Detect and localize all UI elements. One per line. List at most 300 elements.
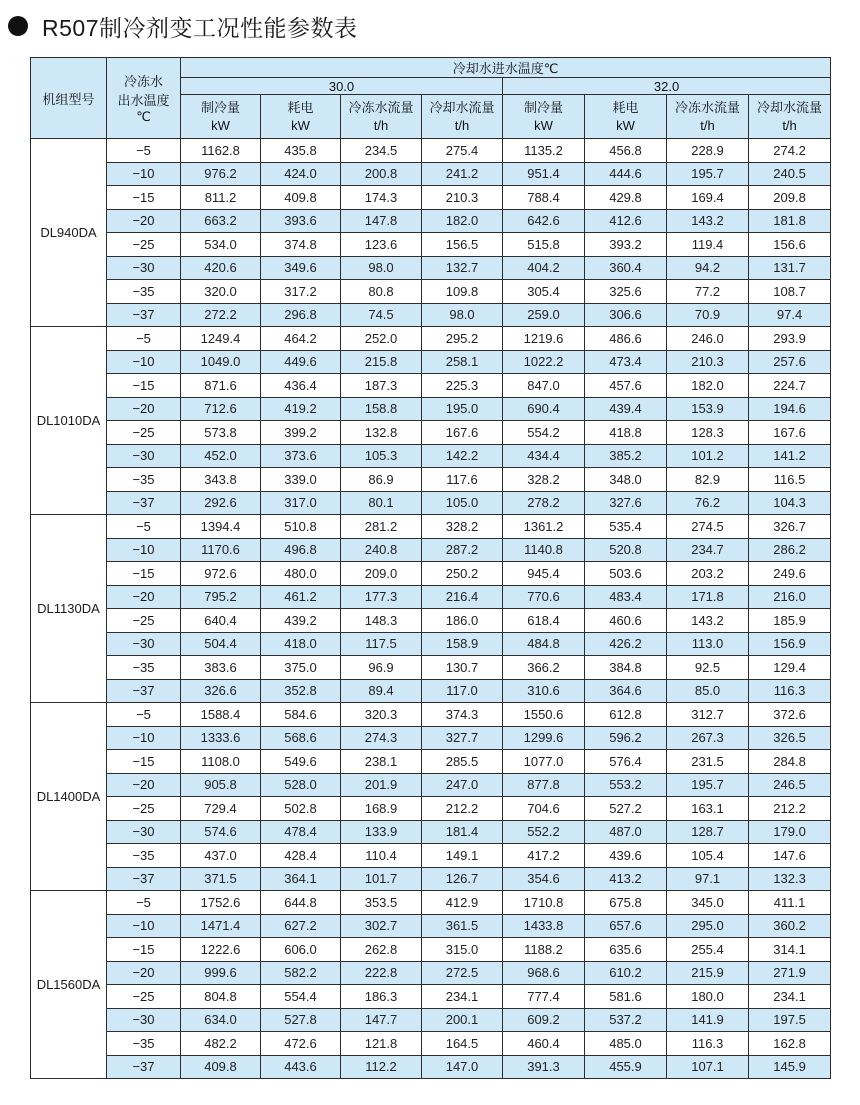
value-cell: 274.3 [341,726,422,750]
value-cell: 663.2 [181,209,261,233]
table-row [31,139,831,163]
column-header-unit: t/h [700,117,715,133]
value-cell: 503.6 [585,562,667,586]
value-cell: 581.6 [585,985,667,1009]
value-cell: 1162.8 [181,139,261,163]
value-cell: 278.2 [503,491,585,515]
value-cell: 163.1 [667,797,749,821]
value-cell: 364.1 [261,867,341,891]
value-cell: 181.8 [749,209,831,233]
value-cell: 215.9 [667,961,749,985]
value-cell: 306.6 [585,303,667,327]
column-header [749,95,831,139]
column-header [667,95,749,139]
model-name: DL1560DA [31,891,107,1079]
value-cell: 182.0 [667,374,749,398]
value-cell: 252.0 [341,327,422,351]
value-cell: 326.6 [181,679,261,703]
value-cell: 80.8 [341,280,422,304]
value-cell: 420.6 [181,256,261,280]
value-cell: 534.0 [181,233,261,257]
value-cell: 1361.2 [503,515,585,539]
value-cell: 328.2 [422,515,503,539]
value-cell: 478.4 [261,820,341,844]
column-header-unit: kW [211,117,230,133]
value-cell: 1550.6 [503,703,585,727]
column-header [341,95,422,139]
table-row [31,444,831,468]
value-cell: 361.5 [422,914,503,938]
table-row [31,327,831,351]
value-cell: 281.2 [341,515,422,539]
header-chilled-line-3: ℃ [136,109,151,124]
chilled-out-temp-cell: −15 [107,374,181,398]
column-header [503,95,585,139]
value-cell: 417.2 [503,844,585,868]
model-name: DL940DA [31,139,107,327]
table-row [31,256,831,280]
column-header-unit: t/h [454,117,470,133]
model-name: DL1010DA [31,327,107,515]
value-cell: 871.6 [181,374,261,398]
value-cell: 105.3 [341,444,422,468]
value-cell: 375.0 [261,656,341,680]
value-cell: 305.4 [503,280,585,304]
value-cell: 257.6 [749,350,831,374]
value-cell: 117.6 [422,468,503,492]
value-cell: 635.6 [585,938,667,962]
value-cell: 485.0 [585,1032,667,1056]
value-cell: 234.1 [749,985,831,1009]
value-cell: 1249.4 [181,327,261,351]
value-cell: 788.4 [503,186,585,210]
table-row [31,914,831,938]
value-cell: 612.8 [585,703,667,727]
table-row [31,867,831,891]
value-cell: 777.4 [503,985,585,1009]
value-cell: 404.2 [503,256,585,280]
value-cell: 473.4 [585,350,667,374]
value-cell: 373.6 [261,444,341,468]
value-cell: 215.8 [341,350,422,374]
header-model: 机组型号 [31,58,107,139]
value-cell: 121.8 [341,1032,422,1056]
value-cell: 293.9 [749,327,831,351]
value-cell: 552.2 [503,820,585,844]
chilled-out-temp-cell: −5 [107,327,181,351]
table-row [31,773,831,797]
value-cell: 1433.8 [503,914,585,938]
value-cell: 200.8 [341,162,422,186]
table-row [31,280,831,304]
value-cell: 210.3 [422,186,503,210]
value-cell: 222.8 [341,961,422,985]
value-cell: 225.3 [422,374,503,398]
model-name: DL1130DA [31,515,107,703]
table-body [31,139,831,1079]
chilled-out-temp-cell: −5 [107,139,181,163]
value-cell: 487.0 [585,820,667,844]
value-cell: 180.0 [667,985,749,1009]
column-header-unit: kW [616,117,635,133]
value-cell: 153.9 [667,397,749,421]
table-row [31,820,831,844]
value-cell: 296.8 [261,303,341,327]
value-cell: 295.2 [422,327,503,351]
value-cell: 320.3 [341,703,422,727]
value-cell: 443.6 [261,1055,341,1079]
value-cell: 584.6 [261,703,341,727]
value-cell: 107.1 [667,1055,749,1079]
table-row [31,985,831,1009]
column-header-name: 制冷量 [523,99,563,115]
value-cell: 126.7 [422,867,503,891]
value-cell: 177.3 [341,585,422,609]
value-cell: 92.5 [667,656,749,680]
table-row [31,750,831,774]
value-cell: 201.9 [341,773,422,797]
value-cell: 460.4 [503,1032,585,1056]
value-cell: 399.2 [261,421,341,445]
value-cell: 203.2 [667,562,749,586]
header-chilled-line-2: 出水温度 [117,93,170,108]
value-cell: 364.6 [585,679,667,703]
value-cell: 250.2 [422,562,503,586]
value-cell: 528.0 [261,773,341,797]
value-cell: 1333.6 [181,726,261,750]
value-cell: 642.6 [503,209,585,233]
value-cell: 97.1 [667,867,749,891]
table-row [31,703,831,727]
header-group-30: 30.0 [181,78,503,95]
value-cell: 148.3 [341,609,422,633]
chilled-out-temp-cell: −10 [107,162,181,186]
value-cell: 132.7 [422,256,503,280]
value-cell: 82.9 [667,468,749,492]
value-cell: 224.7 [749,374,831,398]
value-cell: 109.8 [422,280,503,304]
chilled-out-temp-cell: −20 [107,961,181,985]
chilled-out-temp-cell: −25 [107,421,181,445]
value-cell: 1140.8 [503,538,585,562]
value-cell: 89.4 [341,679,422,703]
title-bar [8,8,357,44]
table-row [31,844,831,868]
value-cell: 360.4 [585,256,667,280]
value-cell: 976.2 [181,162,261,186]
value-cell: 169.4 [667,186,749,210]
value-cell: 182.0 [422,209,503,233]
value-cell: 275.4 [422,139,503,163]
chilled-out-temp-cell: −20 [107,585,181,609]
value-cell: 435.8 [261,139,341,163]
value-cell: 286.2 [749,538,831,562]
value-cell: 1049.0 [181,350,261,374]
value-cell: 444.6 [585,162,667,186]
chilled-out-temp-cell: −35 [107,656,181,680]
table-row [31,538,831,562]
value-cell: 246.5 [749,773,831,797]
value-cell: 461.2 [261,585,341,609]
value-cell: 486.6 [585,327,667,351]
value-cell: 98.0 [341,256,422,280]
value-cell: 610.2 [585,961,667,985]
value-cell: 573.8 [181,421,261,445]
value-cell: 409.8 [181,1055,261,1079]
value-cell: 156.5 [422,233,503,257]
column-header-unit: kW [291,117,310,133]
value-cell: 549.6 [261,750,341,774]
value-cell: 209.0 [341,562,422,586]
chilled-out-temp-cell: −25 [107,797,181,821]
value-cell: 383.6 [181,656,261,680]
value-cell: 295.0 [667,914,749,938]
chilled-out-temp-cell: −37 [107,491,181,515]
page-title: R507制冷剂变工况性能参数表 [42,14,358,41]
chilled-out-temp-cell: −35 [107,1032,181,1056]
value-cell: 194.6 [749,397,831,421]
value-cell: 287.2 [422,538,503,562]
value-cell: 249.6 [749,562,831,586]
value-cell: 729.4 [181,797,261,821]
chilled-out-temp-cell: −20 [107,397,181,421]
value-cell: 325.6 [585,280,667,304]
value-cell: 439.6 [585,844,667,868]
value-cell: 520.8 [585,538,667,562]
value-cell: 326.7 [749,515,831,539]
value-cell: 113.0 [667,632,749,656]
value-cell: 158.9 [422,632,503,656]
value-cell: 582.2 [261,961,341,985]
table-row [31,726,831,750]
value-cell: 504.4 [181,632,261,656]
value-cell: 409.8 [261,186,341,210]
value-cell: 877.8 [503,773,585,797]
value-cell: 1135.2 [503,139,585,163]
value-cell: 502.8 [261,797,341,821]
value-cell: 317.2 [261,280,341,304]
value-cell: 393.2 [585,233,667,257]
chilled-out-temp-cell: −15 [107,562,181,586]
table-row [31,961,831,985]
value-cell: 418.0 [261,632,341,656]
value-cell: 439.4 [585,397,667,421]
value-cell: 510.8 [261,515,341,539]
value-cell: 905.8 [181,773,261,797]
table-row [31,421,831,445]
column-header-name: 冷冻水流量 [674,99,740,115]
value-cell: 419.2 [261,397,341,421]
value-cell: 181.4 [422,820,503,844]
value-cell: 795.2 [181,585,261,609]
value-cell: 484.8 [503,632,585,656]
value-cell: 449.6 [261,350,341,374]
value-cell: 1752.6 [181,891,261,915]
value-cell: 132.3 [749,867,831,891]
table-row [31,209,831,233]
value-cell: 413.2 [585,867,667,891]
value-cell: 527.8 [261,1008,341,1032]
value-cell: 129.4 [749,656,831,680]
model-name: DL1400DA [31,703,107,891]
value-cell: 255.4 [667,938,749,962]
value-cell: 366.2 [503,656,585,680]
value-cell: 690.4 [503,397,585,421]
value-cell: 353.5 [341,891,422,915]
value-cell: 117.0 [422,679,503,703]
value-cell: 86.9 [341,468,422,492]
value-cell: 945.4 [503,562,585,586]
value-cell: 348.0 [585,468,667,492]
value-cell: 228.9 [667,139,749,163]
table-row [31,1008,831,1032]
performance-table [30,57,831,1079]
value-cell: 439.2 [261,609,341,633]
value-cell: 141.9 [667,1008,749,1032]
value-cell: 627.2 [261,914,341,938]
value-cell: 119.4 [667,233,749,257]
value-cell: 80.1 [341,491,422,515]
value-cell: 457.6 [585,374,667,398]
value-cell: 310.6 [503,679,585,703]
table-row [31,609,831,633]
chilled-out-temp-cell: −10 [107,350,181,374]
value-cell: 349.6 [261,256,341,280]
value-cell: 97.4 [749,303,831,327]
value-cell: 847.0 [503,374,585,398]
value-cell: 429.8 [585,186,667,210]
value-cell: 1188.2 [503,938,585,962]
value-cell: 195.7 [667,773,749,797]
value-cell: 131.7 [749,256,831,280]
value-cell: 174.3 [341,186,422,210]
value-cell: 267.3 [667,726,749,750]
chilled-out-temp-cell: −37 [107,867,181,891]
value-cell: 704.6 [503,797,585,821]
value-cell: 343.8 [181,468,261,492]
value-cell: 234.5 [341,139,422,163]
value-cell: 327.7 [422,726,503,750]
value-cell: 216.0 [749,585,831,609]
value-cell: 70.9 [667,303,749,327]
chilled-out-temp-cell: −10 [107,726,181,750]
value-cell: 1710.8 [503,891,585,915]
value-cell: 167.6 [422,421,503,445]
value-cell: 596.2 [585,726,667,750]
value-cell: 116.3 [667,1032,749,1056]
table-row [31,374,831,398]
value-cell: 274.5 [667,515,749,539]
value-cell: 147.8 [341,209,422,233]
value-cell: 418.8 [585,421,667,445]
value-cell: 371.5 [181,867,261,891]
column-header [181,95,261,139]
value-cell: 972.6 [181,562,261,586]
value-cell: 412.9 [422,891,503,915]
value-cell: 105.0 [422,491,503,515]
chilled-out-temp-cell: −20 [107,773,181,797]
value-cell: 537.2 [585,1008,667,1032]
chilled-out-temp-cell: −25 [107,233,181,257]
table-row [31,162,831,186]
value-cell: 472.6 [261,1032,341,1056]
value-cell: 609.2 [503,1008,585,1032]
value-cell: 292.6 [181,491,261,515]
value-cell: 117.5 [341,632,422,656]
value-cell: 328.2 [503,468,585,492]
table-row [31,632,831,656]
value-cell: 186.0 [422,609,503,633]
value-cell: 951.4 [503,162,585,186]
value-cell: 162.8 [749,1032,831,1056]
value-cell: 274.2 [749,139,831,163]
value-cell: 141.2 [749,444,831,468]
value-cell: 132.8 [341,421,422,445]
value-cell: 112.2 [341,1055,422,1079]
value-cell: 212.2 [422,797,503,821]
value-cell: 96.9 [341,656,422,680]
value-cell: 1219.6 [503,327,585,351]
column-header-unit: t/h [782,117,797,133]
value-cell: 434.4 [503,444,585,468]
value-cell: 128.3 [667,421,749,445]
value-cell: 1394.4 [181,515,261,539]
chilled-out-temp-cell: −30 [107,256,181,280]
chilled-out-temp-cell: −30 [107,1008,181,1032]
value-cell: 712.6 [181,397,261,421]
value-cell: 496.8 [261,538,341,562]
value-cell: 167.6 [749,421,831,445]
value-cell: 464.2 [261,327,341,351]
table-row [31,656,831,680]
value-cell: 657.6 [585,914,667,938]
value-cell: 515.8 [503,233,585,257]
chilled-out-temp-cell: −10 [107,914,181,938]
value-cell: 116.3 [749,679,831,703]
chilled-out-temp-cell: −37 [107,303,181,327]
value-cell: 411.1 [749,891,831,915]
table-row [31,891,831,915]
chilled-out-temp-cell: −35 [107,280,181,304]
value-cell: 285.5 [422,750,503,774]
value-cell: 326.5 [749,726,831,750]
value-cell: 352.8 [261,679,341,703]
value-cell: 436.4 [261,374,341,398]
column-header-name: 冷冻水流量 [348,99,414,115]
value-cell: 156.6 [749,233,831,257]
value-cell: 158.8 [341,397,422,421]
chilled-out-temp-cell: −25 [107,985,181,1009]
value-cell: 185.9 [749,609,831,633]
value-cell: 77.2 [667,280,749,304]
value-cell: 391.3 [503,1055,585,1079]
value-cell: 302.7 [341,914,422,938]
value-cell: 110.4 [341,844,422,868]
value-cell: 968.6 [503,961,585,985]
value-cell: 147.0 [422,1055,503,1079]
table-header [31,58,831,139]
value-cell: 374.3 [422,703,503,727]
column-header-name: 冷却水流量 [429,99,495,115]
value-cell: 320.0 [181,280,261,304]
value-cell: 1299.6 [503,726,585,750]
value-cell: 116.5 [749,468,831,492]
value-cell: 327.6 [585,491,667,515]
value-cell: 142.2 [422,444,503,468]
value-cell: 804.8 [181,985,261,1009]
value-cell: 128.7 [667,820,749,844]
value-cell: 101.7 [341,867,422,891]
